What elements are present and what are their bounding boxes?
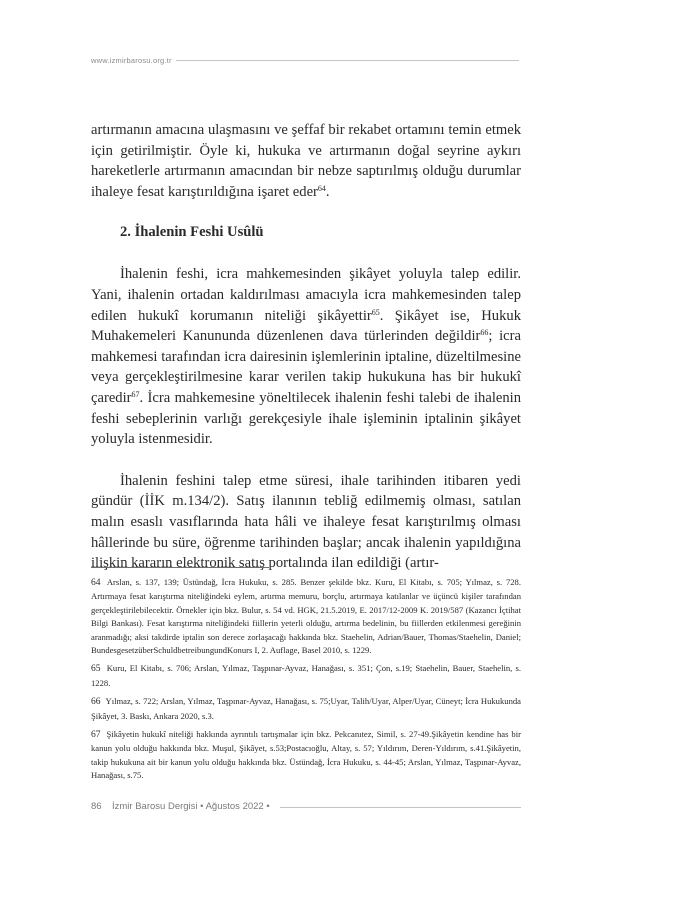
footnote-text: Şikâyetin hukukî niteliği hakkında ayrıntılı tartışmalar için bkz. Pekcanıtez, Simil, s. 27-49.Şikâyetin kendine has bir kanun yolu olduğu hakkında bkz. Muşul, Şikâyet, s.53;Postacıoğlu, Altay, s. 57; Yıldırım, Deren-Yıldırım, s.41.Şikâyetin, takip hukukuna ait bir kanun yolu olduğu hakkında bkz. Üstündağ, İcra Hukuku, s. 44-45; Arslan, Yılmaz, Taşpınar-Ayvaz, Hanağası, s.75. [91, 729, 521, 781]
footnote-divider [91, 567, 269, 568]
footnote-ref-66[interactable]: 66 [480, 328, 489, 338]
footnote-text: Arslan, s. 137, 139; Üstündağ, İcra Hukuku, s. 285. Benzer şekilde bkz. Kuru, El Kitabı, s. 705; Yılmaz, s. 728. Artırmaya fesat karıştırma niteliğindeki eylem, artırma memuru, borçlu, artırmaya katılanlar ve üçüncü kişiler tarafından gerçekleştirilebilecektir. Örnekler için bkz. Bulur, s. 54 vd. HGK, 21.5.2019, E. 2017/12-2009 K. 2019/587 (Kazancı İçtihat Bilgi Bankası). Fesat karıştırma niteliğindeki fiillerin yeterli olduğu, artırma bedelinin, bu fiillerden etkilenmesi gereğinin aranmadığı; aksi takdirde iptalin son derece zorlaşacağı hakkında bkz. Staehelin, Adrian/Bauer, Thomas/Staehelin, Daniel; BundesgesetzüberSchuldbetreibungundKonurs I, 2. Auflage, Basel 2010, s. 1229. [91, 577, 521, 656]
paragraph-2-text-a: İhalenin feshi, icra mahkemesinden şikâyet yoluyla talep edilir. Yani, ihalenin ortadan kaldırılması amacıyla icra mahkemesinden talep edilen hukukî korumanın niteliği şikâyettir [91, 266, 521, 324]
paragraph-1-text: artırmanın amacına ulaşmasını ve şeffaf bir rekabet ortamını temin etmek için getirilmiştir. Öyle ki, hukuka ve artırmanın doğal seyrine aykırı hareketlerle artırmanın amacından bir nebze saptırılmış olduğu durumlar ihaleye fesat karıştırıldığına işaret eder [91, 122, 521, 200]
paragraph-2 [91, 264, 521, 449]
footnote-67 [91, 728, 521, 783]
footnote-ref-67[interactable]: 67 [131, 389, 140, 399]
footer-divider [280, 807, 521, 808]
footnote-text: Kuru, El Kitabı, s. 706; Arslan, Yılmaz, Taşpınar-Ayvaz, Hanağası, s. 351; Çon, s.19; Staehelin, Bauer, Staehelin, s. 1228. [91, 663, 521, 688]
paragraph-2-text-b: . Şikâyet ise, Hukuk Muhakemeleri Kanununda düzenlenen dava türlerinden değildir [91, 307, 521, 345]
footnotes [91, 576, 521, 788]
paragraph-2-text-c: ; icra mahkemesi tarafından icra dairesinin işlemlerinin iptaline, düzeltilmesine veya gerçekleştirilmesine karar verilen takip hukukuna has bir hukukî çaredir [91, 328, 521, 406]
journal-title: İzmir Barosu Dergisi • Ağustos 2022 • [112, 801, 270, 812]
footnote-ref-64[interactable]: 64 [317, 183, 326, 193]
paragraph-2-text-d: . İcra mahkemesine yöneltilecek ihalenin feshi talebi de ihalenin feshi sebeplerinin varlığı gerekçesiyle ihale işleminin iptalinin şikâyet yoluyla istenmesidir. [91, 389, 521, 448]
header-website-url: www.izmirbarosu.org.tr [91, 56, 172, 65]
paragraph-3: İhalenin feshini talep etme süresi, ihale tarihinden itibaren yedi gündür (İİK m.134/2). Satış ilanının tebliğ edilmemiş olması, satılan malın esaslı vasıflarında hata hâli ve ihaleye fesat karıştırılmış olması hâllerinde bu süre, öğrenme tarihinden başlar; ancak ihalenin yapıldığına ilişkin kararın elektronik satış portalında ilan edildiği (artır- [91, 472, 521, 572]
footnote-66 [91, 695, 521, 723]
section-heading: 2. İhalenin Feshi Usûlü [120, 224, 264, 241]
footnote-number: 66 [91, 697, 101, 708]
paragraph-1: artırmanın amacına ulaşmasını ve şeffaf bir rekabet ortamını temin etmek için getirilmiştir. Öyle ki, hukuka ve artırmanın doğal seyrine aykırı hareketlerle artırmanın amacından bir nebze saptırılmış olduğu durumlar ihaleye fesat karıştırıldığına işaret eder$^{64}$. [91, 122, 521, 200]
footnote-ref-65[interactable]: 65 [371, 307, 380, 317]
footnote-number: 65 [91, 664, 101, 675]
footnote-65 [91, 662, 521, 690]
footnote-64 [91, 576, 521, 657]
header-divider [176, 60, 519, 61]
footnote-number: 64 [91, 578, 101, 588]
footnote-text: Yılmaz, s. 722; Arslan, Yılmaz, Taşpınar-Ayvaz, Hanağası, s. 75;Uyar, Talih/Uyar, Alper/Uyar, Cüneyt; İcra Hukukunda Şikâyet, 3. Baskı, Ankara 2020, s.3. [91, 696, 521, 721]
page-number: 86 [91, 801, 102, 812]
main-text [91, 120, 521, 574]
footnote-number: 67 [91, 730, 101, 741]
